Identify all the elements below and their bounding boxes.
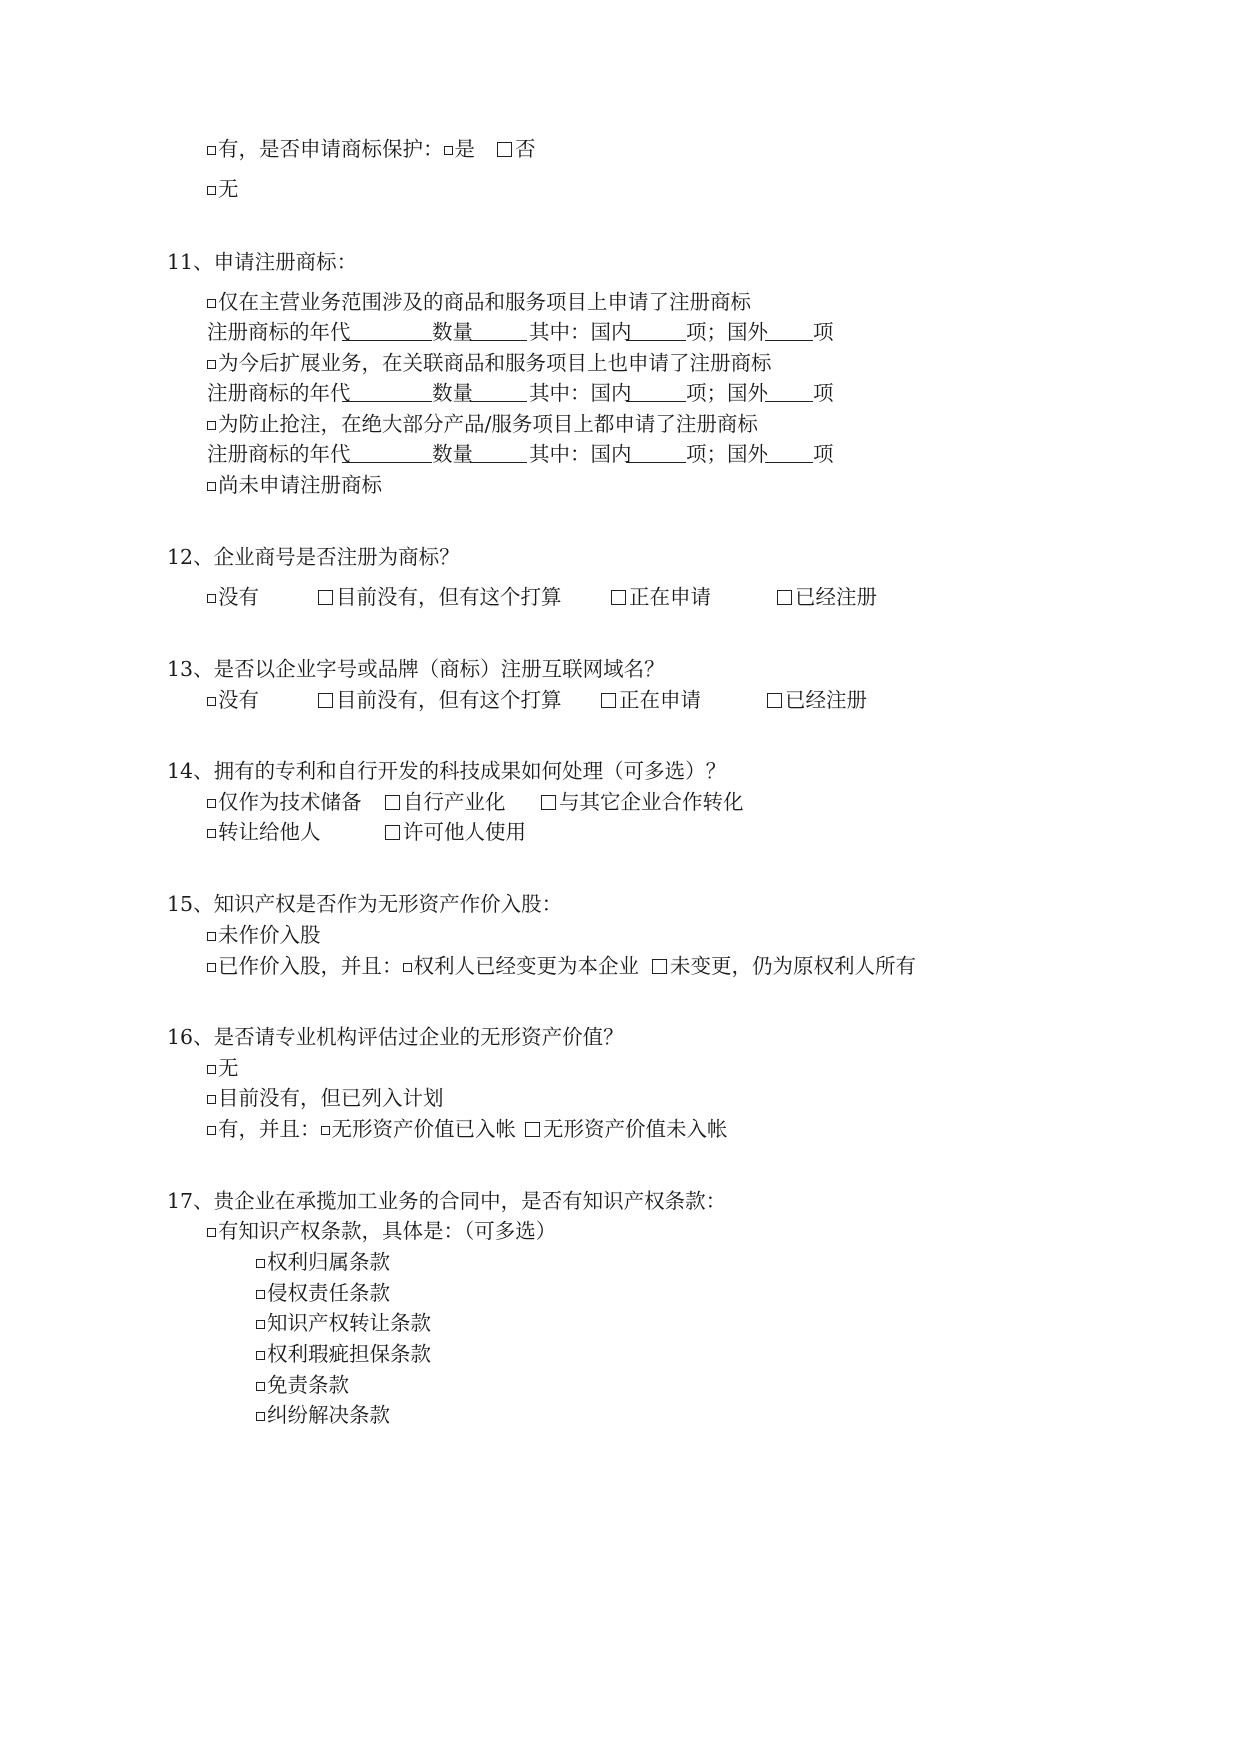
q11-opt1-label: 仅在主营业务范围涉及的商品和服务项目上申请了注册商标 <box>218 290 751 314</box>
checkbox-q17-sub2[interactable] <box>256 1290 265 1299</box>
q16-opt3-label: 有，并且： <box>218 1117 321 1141</box>
has-trademark-label: 有，是否申请商标保护： <box>218 137 444 161</box>
year-blank-1[interactable] <box>342 320 432 341</box>
foreign-label: 项；国外 <box>686 442 768 466</box>
domestic-blank-3[interactable] <box>626 442 686 463</box>
q11-option-2 <box>207 351 772 375</box>
q17-sub-4 <box>256 1342 431 1366</box>
q17-sub6-label: 纠纷解决条款 <box>267 1403 390 1427</box>
count-blank-3[interactable] <box>470 442 527 463</box>
q14-opt1-label: 仅作为技术储备 <box>218 790 362 814</box>
checkbox-q17-sub1[interactable] <box>256 1259 265 1268</box>
q17-sub3-label: 知识产权转让条款 <box>267 1311 431 1335</box>
checkbox-trademark-none[interactable] <box>207 186 216 195</box>
q17-sub-5 <box>256 1373 349 1397</box>
q17-sub1-label: 权利归属条款 <box>267 1250 390 1274</box>
q17-sub-2 <box>256 1281 390 1305</box>
checkbox-q13-opt2[interactable] <box>318 693 333 708</box>
q11-option-4 <box>207 473 382 497</box>
q15-option-1 <box>207 923 321 947</box>
q11-opt4-label: 尚未申请注册商标 <box>218 473 382 497</box>
count-blank-2[interactable] <box>470 381 527 402</box>
checkbox-q17-sub5[interactable] <box>256 1382 265 1391</box>
item-label: 项 <box>813 442 834 466</box>
q12-opt2-label: 目前没有，但有这个打算 <box>336 585 562 609</box>
checkbox-q13-opt3[interactable] <box>601 693 616 708</box>
checkbox-q13-opt1[interactable] <box>207 697 216 706</box>
checkbox-q16-opt1[interactable] <box>207 1065 216 1074</box>
q11-title: 11、申请注册商标： <box>167 250 358 274</box>
checkbox-q15-opt2b[interactable] <box>652 959 667 974</box>
q15-opt2b-label: 未变更，仍为原权利人所有 <box>670 954 916 978</box>
checkbox-q12-opt1[interactable] <box>207 594 216 603</box>
q16-option-1 <box>207 1056 239 1080</box>
domestic-blank-1[interactable] <box>626 320 686 341</box>
checkbox-q17-sub3[interactable] <box>256 1320 265 1329</box>
checkbox-protect-yes[interactable] <box>444 146 453 155</box>
q14-opt2-label: 自行产业化 <box>403 790 506 814</box>
q11-option-1 <box>207 290 751 314</box>
q13-opt2-label: 目前没有，但有这个打算 <box>336 688 562 712</box>
domestic-label: 其中：国内 <box>529 381 632 405</box>
checkbox-q15-opt1[interactable] <box>207 932 216 941</box>
checkbox-q16-opt2[interactable] <box>207 1095 216 1104</box>
q11-option-3 <box>207 412 758 436</box>
checkbox-q11-opt2[interactable] <box>207 360 216 369</box>
checkbox-q14-opt1[interactable] <box>207 799 216 808</box>
foreign-label: 项；国外 <box>686 381 768 405</box>
checkbox-q15-opt2[interactable] <box>207 963 216 972</box>
q13-title: 13、是否以企业字号或品牌（商标）注册互联网域名？ <box>167 657 665 681</box>
checkbox-q12-opt3[interactable] <box>611 590 626 605</box>
q17-title: 17、贵企业在承揽加工业务的合同中，是否有知识产权条款： <box>167 1189 727 1213</box>
protect-yes-label: 是 <box>454 137 475 161</box>
checkbox-q14-opt2[interactable] <box>385 795 400 810</box>
q11-opt3-label: 为防止抢注，在绝大部分产品/服务项目上都申请了注册商标 <box>218 412 758 436</box>
checkbox-q11-opt1[interactable] <box>207 299 216 308</box>
domestic-blank-2[interactable] <box>626 381 686 402</box>
q15-opt2-label: 已作价入股，并且： <box>218 954 403 978</box>
year-blank-2[interactable] <box>342 381 432 402</box>
q14-opt4-label: 转让给他人 <box>218 820 321 844</box>
domestic-label: 其中：国内 <box>529 320 632 344</box>
item-label: 项 <box>813 381 834 405</box>
trademark-none-label: 无 <box>218 177 239 201</box>
checkbox-q17-opt1[interactable] <box>207 1228 216 1237</box>
domestic-label: 其中：国内 <box>529 442 632 466</box>
q16-opt3a-label: 无形资产价值已入帐 <box>331 1117 516 1141</box>
count-label: 数量 <box>432 320 473 344</box>
q16-opt2-label: 目前没有，但已列入计划 <box>218 1086 444 1110</box>
checkbox-q17-sub6[interactable] <box>256 1412 265 1421</box>
q11-opt2-label: 为今后扩展业务，在关联商品和服务项目上也申请了注册商标 <box>218 351 772 375</box>
q17-sub-3 <box>256 1311 431 1335</box>
q17-sub5-label: 免责条款 <box>267 1373 349 1397</box>
q17-opt1-label: 有知识产权条款，具体是：（可多选） <box>218 1219 557 1243</box>
q13-opt4-label: 已经注册 <box>785 688 867 712</box>
trademark-none-row <box>207 177 239 201</box>
checkbox-q16-opt3b[interactable] <box>525 1122 540 1137</box>
q15-opt1-label: 未作价入股 <box>218 923 321 947</box>
q14-opt3-label: 与其它企业合作转化 <box>559 790 744 814</box>
item-label: 项 <box>813 320 834 344</box>
q16-title: 16、是否请专业机构评估过企业的无形资产价值？ <box>167 1025 624 1049</box>
checkbox-protect-no[interactable] <box>497 142 512 157</box>
checkbox-q14-opt4[interactable] <box>207 829 216 838</box>
q16-option-2 <box>207 1086 444 1110</box>
q17-sub2-label: 侵权责任条款 <box>267 1281 390 1305</box>
checkbox-q12-opt2[interactable] <box>318 590 333 605</box>
q17-sub-1 <box>256 1250 390 1274</box>
checkbox-q11-opt3[interactable] <box>207 421 216 430</box>
checkbox-q15-opt2a[interactable] <box>403 963 412 972</box>
checkbox-q14-opt5[interactable] <box>385 825 400 840</box>
q16-opt1-label: 无 <box>218 1056 239 1080</box>
checkbox-has-trademark[interactable] <box>207 146 216 155</box>
q15-title: 15、知识产权是否作为无形资产作价入股： <box>167 892 563 916</box>
checkbox-q13-opt4[interactable] <box>767 693 782 708</box>
count-label: 数量 <box>432 442 473 466</box>
foreign-blank-3[interactable] <box>765 442 813 463</box>
year-label: 注册商标的年代 <box>207 320 351 344</box>
q12-opt4-label: 已经注册 <box>795 585 877 609</box>
year-label: 注册商标的年代 <box>207 381 351 405</box>
year-label: 注册商标的年代 <box>207 442 351 466</box>
checkbox-q17-sub4[interactable] <box>256 1351 265 1360</box>
q12-opt3-label: 正在申请 <box>629 585 711 609</box>
q12-opt1-label: 没有 <box>218 585 259 609</box>
foreign-label: 项；国外 <box>686 320 768 344</box>
count-blank-1[interactable] <box>470 320 527 341</box>
q14-opt5-label: 许可他人使用 <box>403 820 526 844</box>
q17-sub4-label: 权利瑕疵担保条款 <box>267 1342 431 1366</box>
checkbox-q16-opt3[interactable] <box>207 1126 216 1135</box>
checkbox-q12-opt4[interactable] <box>777 590 792 605</box>
count-label: 数量 <box>432 381 473 405</box>
q14-title: 14、拥有的专利和自行开发的科技成果如何处理（可多选）？ <box>167 759 727 783</box>
checkbox-q11-opt4[interactable] <box>207 482 216 491</box>
q12-title: 12、企业商号是否注册为商标？ <box>167 545 460 569</box>
q13-opt1-label: 没有 <box>218 688 259 712</box>
year-blank-3[interactable] <box>342 442 432 463</box>
q13-opt3-label: 正在申请 <box>619 688 701 712</box>
q16-opt3b-label: 无形资产价值未入帐 <box>543 1117 728 1141</box>
protect-no-label: 否 <box>515 137 536 161</box>
checkbox-q16-opt3a[interactable] <box>321 1126 330 1135</box>
checkbox-q14-opt3[interactable] <box>541 795 556 810</box>
q17-sub-6 <box>256 1403 390 1427</box>
foreign-blank-2[interactable] <box>765 381 813 402</box>
q15-opt2a-label: 权利人已经变更为本企业 <box>413 954 639 978</box>
q17-option-1 <box>207 1219 556 1243</box>
foreign-blank-1[interactable] <box>765 320 813 341</box>
